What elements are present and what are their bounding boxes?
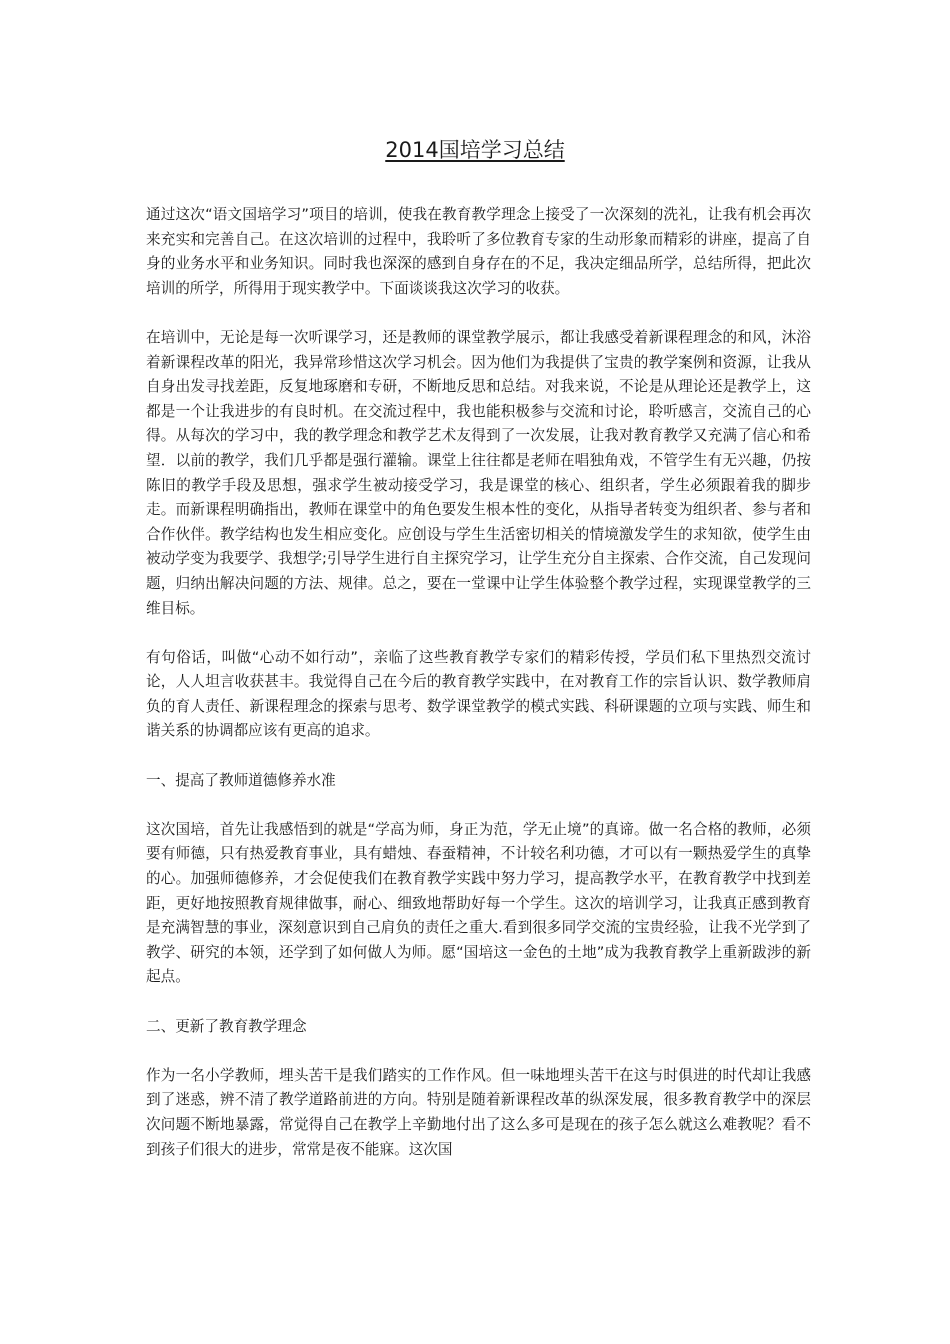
paragraph-concept: 作为一名小学教师，埋头苦干是我们踏实的工作作风。但一味地埋头苦干在这与时俱进的时代却让我感到了迷惑，辨不清了教学道路前进的方向。特别是随着新课程改革的纵深发展，很多教育教学中的深层次问题不断地暴露，常觉得自己在教学上辛勤地付出了这么多可是现在的孩子怎么就这么难教呢？看不到孩子们很大的进步，常常是夜不能寐。这次国 bbox=[146, 1066, 811, 1158]
paragraph-gap bbox=[146, 793, 811, 818]
document-title bbox=[0, 134, 950, 166]
paragraph-gap bbox=[146, 301, 811, 326]
section-heading-1: 一、提高了教师道德修养水准 bbox=[146, 771, 336, 789]
section-heading-2: 二、更新了教育教学理念 bbox=[146, 1017, 307, 1035]
paragraph-ethics: 这次国培，首先让我感悟到的就是“学高为师，身正为范，学无止境”的真谛。做一名合格的教师，必须要有师德，只有热爱教育事业，具有蜡烛、春蚕精神，不计较名利功德，才可以有一颗热爱学生的真挚的心。加强师德修养，才会促使我们在教育教学实践中努力学习，提高教学水平，在教育教学中找到差距，更好地按照教育规律做事，耐心、细致地帮助好每一个学生。这次的培训学习，让我真正感到教育是充满智慧的事业，深刻意识到自己肩负的责任之重大.看到很多同学交流的宝贵经验，让我不光学到了教学、研究的本领，还学到了如何做人为师。愿“国培这一金色的土地”成为我教育教学上重新跋涉的新起点。 bbox=[146, 820, 811, 986]
paragraph-training: 在培训中，无论是每一次听课学习，还是教师的课堂教学展示，都让我感受着新课程理念的和风，沐浴着新课程改革的阳光，我异常珍惜这次学习机会。因为他们为我提供了宝贵的教学案例和资源，让我从自身出发寻找差距，反复地琢磨和专研，不断地反思和总结。对我来说，不论是从理论还是教学上，这都是一个让我进步的有良时机。在交流过程中，我也能积极参与交流和讨论，聆听感言，交流自己的心得。从每次的学习中，我的教学理念和教学艺术友得到了一次发展，让我对教育教学又充满了信心和希望．以前的教学，我们几乎都是强行灌输。课堂上往往都是老师在唱独角戏，不管学生有无兴趣，仍按陈旧的教学手段及思想，强求学生被动接受学习，我是课堂的核心、组织者，学生必须跟着我的脚步走。而新课程明确指出，教师在课堂中的角色要发生根本性的变化，从指导者转变为组织者、参与者和合作伙伴。教学结构也发生相应变化。应创设与学生生活密切相关的情境激发学生的求知欲，使学生由被动学变为我要学、我想学;引导学生进行自主探究学习，让学生充分自主探索、合作交流，自己发现问题，归纳出解决问题的方法、规律。总之，要在一堂课中让学生体验整个教学过程，实现课堂教学的三维目标。 bbox=[146, 328, 811, 617]
title-text: 2014国培学习总结 bbox=[385, 138, 565, 162]
paragraph-action: 有句俗话，叫做“心动不如行动”，亲临了这些教育教学专家们的精彩传授，学员们私下里热烈交流讨论，人人坦言收获甚丰。我觉得自己在今后的教育教学实践中，在对教育工作的宗旨认识、数学教师肩负的育人责任、新课程理念的探索与思考、数学课堂教学的模式实践、科研课题的立项与实践、师生和谐关系的协调都应该有更高的追求。 bbox=[146, 648, 811, 740]
paragraph-gap bbox=[146, 744, 811, 769]
paragraph-intro: 通过这次“语文国培学习”项目的培训，使我在教育教学理念上接受了一次深刻的洗礼，让我有机会再次来充实和完善自己。在这次培训的过程中，我聆听了多位教育专家的生动形象而精彩的讲座，提高了自身的业务水平和业务知识。同时我也深深的感到自身存在的不足，我决定细品所学，总结所得，把此次培训的所学，所得用于现实教学中。下面谈谈我这次学习的收获。 bbox=[146, 206, 811, 297]
paragraph-gap bbox=[146, 1039, 811, 1064]
paragraph-gap bbox=[146, 990, 811, 1015]
paragraph-gap bbox=[146, 621, 811, 646]
document-body bbox=[146, 203, 811, 1162]
